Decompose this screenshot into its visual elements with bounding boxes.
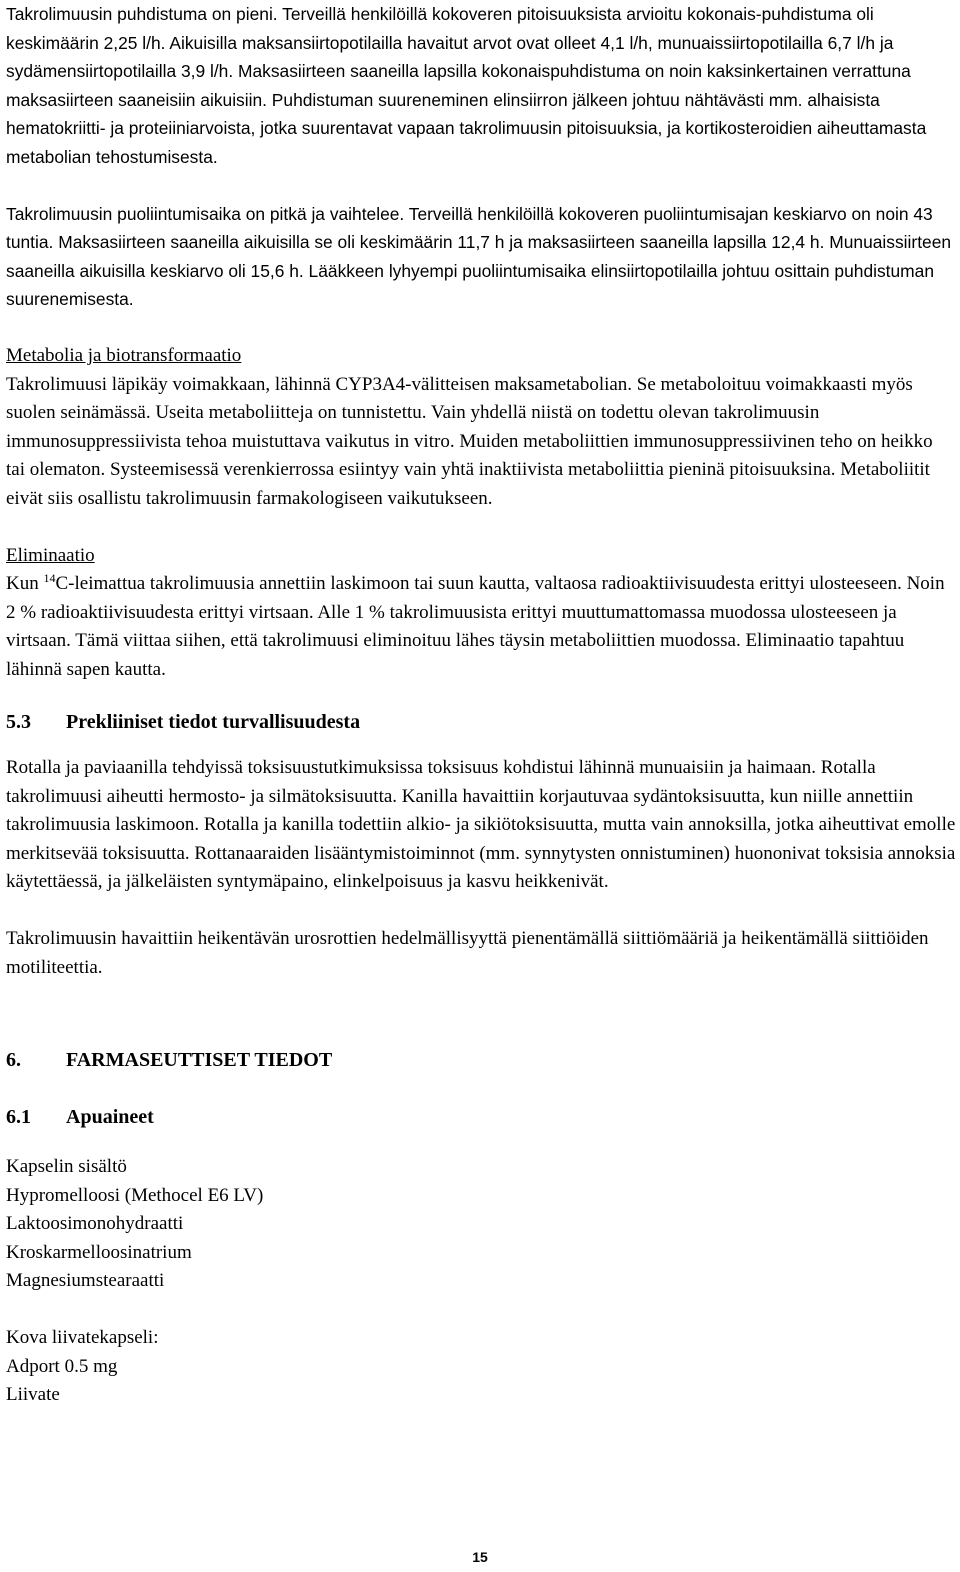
excipient-item: Laktoosimonohydraatti: [6, 1213, 184, 1234]
metabolism-title: Metabolia ja biotransformaatio: [6, 345, 242, 366]
excipient-item: Magnesiumstearaatti: [6, 1270, 165, 1291]
pharmaceutical-section-number: 6.: [6, 1049, 21, 1071]
metabolism-paragraph: Takrolimuusi läpikäy voimakkaan, lähinnä CYP3A4-välitteisen maksametabolian. Se metaboloituu voimakkaasti myös suolen seinämässä. Useita metaboliitteja on tunnistettu. Vain yhdellä niistä on todettu olevan takrolimuusin immunosuppressiivista tehoa muistuttava vaikutus in vitro. Muiden metaboliittien immunosuppressiivinen teho on heikko tai olematon. Systeemisessä verenkierrossa esiintyy vain yhtä inaktiivista metaboliittia pieninä pitoisuuksina. Metaboliitit eivät siis osallistu takrolimuusin farmakologiseen vaikutukseen.: [6, 373, 933, 509]
page-number: 15: [472, 1549, 488, 1565]
elimination-text-rest: C-leimattua takrolimuusia annettiin laskimoon tai suun kautta, valtaosa radioaktiivisuudesta erittyi ulosteeseen. Noin 2 % radioaktiivisuudesta erittyi virtsaan. Alle 1 % takrolimuusista erittyi muuttumattomassa muodossa ulosteeseen ja virtsaan. Tämä viittaa siihen, että takrolimuusi eliminoituu lähes täysin metaboliittien muodossa. Eliminaatio tapahtuu lähinnä sapen kautta.: [6, 573, 945, 680]
document-page: [6, 0, 956, 1410]
elimination-paragraph: [6, 570, 956, 684]
capsule-contents-label: Kapselin sisältö: [6, 1156, 127, 1177]
preclinical-heading: [6, 702, 956, 742]
elimination-title: Eliminaatio: [6, 544, 95, 566]
excipients-section-number: 6.1: [6, 1106, 31, 1128]
excipients-section-title: Apuaineet: [66, 1106, 154, 1128]
preclinical-paragraph-1: Rotalla ja paviaanilla tehdyissä toksisuustutkimuksissa toksisuus kohdistui lähinnä munuaisiin ja haimaan. Rotalla takrolimuusi aiheutti hermosto- ja silmätoksisuutta. Kanilla havaittiin korjautuvaa sydäntoksisuutta, kun niille annettiin takrolimuusia laskimoon. Rotalla ja kanilla todettiin alkio- ja sikiötoksisuutta, mutta vain annoksilla, jotka aiheuttivat emolle merkitsevää toksisuutta. Rottanaaraiden lisääntymistoiminnot (mm. synnytysten onnistuminen) huononivat toksisia annoksia käytettäessä, ja jälkeläisten syntymäpaino, elinkelpoisuus ja kasvu heikkenivät.: [6, 757, 956, 892]
excipient-item: Hypromelloosi (Methocel E6 LV): [6, 1184, 264, 1206]
hard-capsule-item: Adport 0.5 mg: [6, 1355, 118, 1377]
isotope-superscript: 14: [43, 571, 56, 585]
preclinical-section-number: 5.3: [6, 711, 31, 733]
pharmaceutical-section-title: FARMASEUTTISET TIEDOT: [66, 1049, 333, 1071]
hard-capsule-item: Liivate: [6, 1384, 60, 1405]
excipients-heading: [6, 1097, 956, 1137]
preclinical-section-title: Prekliiniset tiedot turvallisuudesta: [66, 711, 361, 733]
half-life-paragraph: Takrolimuusin puoliintumisaika on pitkä ja vaihtelee. Terveillä henkilöillä kokoveren puoliintumisajan keskiarvo on noin 43 tuntia. Maksasiirteen saaneilla aikuisilla se oli keskimäärin 11,7 h ja maksasiirteen saaneilla lapsilla 12,4 h. Munuaissiirteen saaneilla aikuisilla keskiarvo oli 15,6 h. Lääkkeen lyhyempi puoliintumisaika elinsiirtopotilailla johtuu osittain puhdistuman suurenemisesta.: [6, 203, 952, 309]
hard-capsule-label: Kova liivatekapseli:: [6, 1327, 159, 1348]
pharmaceutical-heading: [6, 1040, 956, 1080]
elimination-text-start: Kun: [6, 573, 44, 594]
preclinical-paragraph-2: Takrolimuusin havaittiin heikentävän urosrottien hedelmällisyyttä pienentämällä siittiömääriä ja heikentämällä siittiöiden motiliteettia.: [6, 928, 929, 978]
clearance-paragraph: Takrolimuusin puhdistuma on pieni. Terveillä henkilöillä kokoveren pitoisuuksista arvioitu kokonais-puhdistuma oli keskimäärin 2,25 l/h. Aikuisilla maksansiirtopotilailla havaitut arvot ovat olleet 4,1 l/h, munuaissiirtopotilailla 6,7 l/h ja sydämensiirtopotilailla 3,9 l/h. Maksasiirteen saaneilla lapsilla kokonaispuhdistuma on noin kaksinkertainen verrattuna maksasiirteen saaneisiin aikuisiin. Puhdistuman suureneminen elinsiirron jälkeen johtuu nähtävästi mm. alhaisista hematokriitti- ja proteiiniarvoista, jotka suurentavat vapaan takrolimuusin pitoisuuksia, ja kortikosteroidien aiheuttamasta metabolian tehostumisesta.: [6, 4, 927, 167]
excipient-item: Kroskarmelloosinatrium: [6, 1241, 192, 1263]
